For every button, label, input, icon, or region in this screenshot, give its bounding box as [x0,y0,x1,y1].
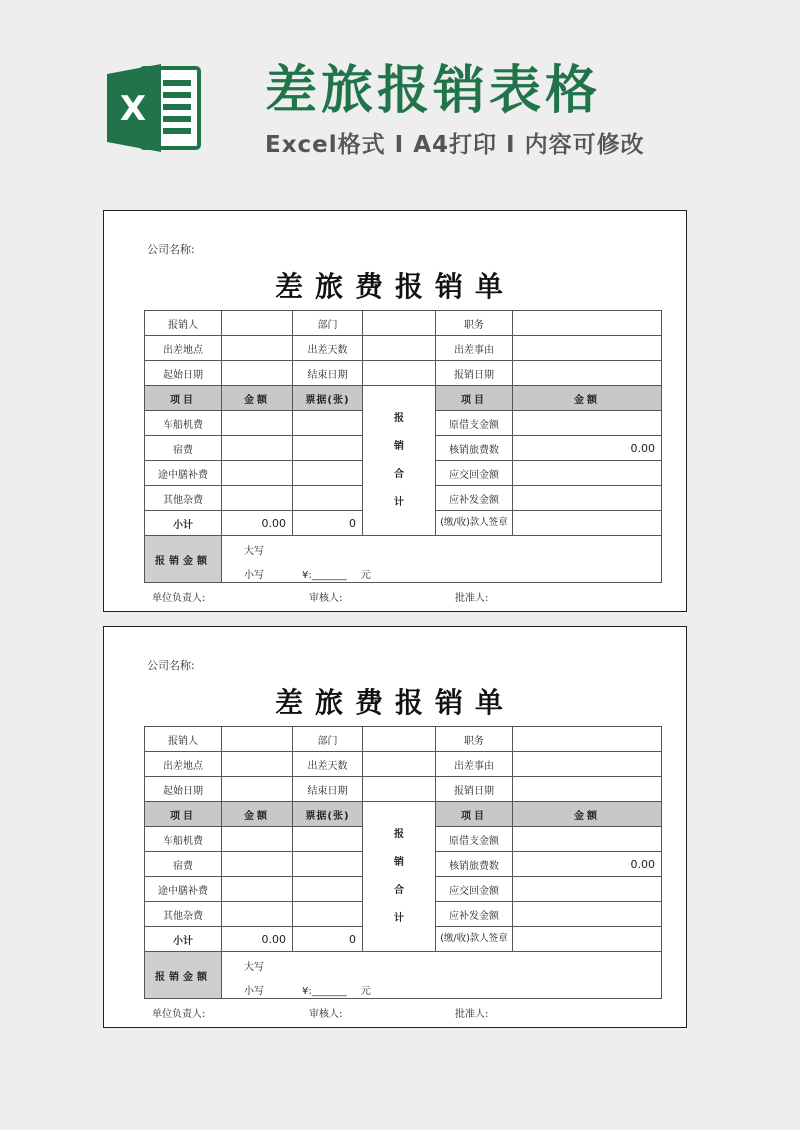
expense-amount-field[interactable] [222,436,293,461]
location-field[interactable] [222,336,293,361]
unit-head-signature: 单位负责人: [152,1009,206,1020]
subtotal-label: 小计 [145,511,222,536]
right-item-header: 项目 [436,386,513,411]
position-field[interactable] [513,727,662,752]
reason-label: 出差事由 [436,336,513,361]
verify-amount-value[interactable]: 0.00 [513,852,662,877]
applicant-field[interactable] [222,311,293,336]
subtotal-count: 0 [293,927,363,952]
position-label: 职务 [436,311,513,336]
expense-receipts-field[interactable] [293,902,363,927]
receipts-header: 票据(张) [293,386,363,411]
end-date-field[interactable] [363,777,436,802]
right-row-label: 原借支金额 [436,827,513,852]
department-field[interactable] [363,727,436,752]
applicant-field[interactable] [222,727,293,752]
reviewer-signature: 审核人: [309,593,343,604]
table-row [145,536,662,583]
expense-receipts-field[interactable] [293,411,363,436]
right-row-field[interactable] [513,486,662,511]
subtotal-amount: 0.00 [222,511,293,536]
expense-label: 宿费 [145,852,222,877]
location-label: 出差地点 [145,752,222,777]
table-row [145,952,662,999]
expense-receipts-field[interactable] [293,436,363,461]
subtotal-count: 0 [293,511,363,536]
right-row-label: 应交回金额 [436,461,513,486]
item-header: 项目 [145,802,222,827]
report-date-field[interactable] [513,361,662,386]
total-vertical-label: 报 销 合 计 [363,386,436,536]
expense-amount-field[interactable] [222,411,293,436]
form-title: 差旅费报销单 [274,686,515,719]
right-row-label: 核销旅费数 [436,852,513,877]
yen-amount-field[interactable]: ¥:_______ [302,570,347,581]
end-date-label: 结束日期 [293,777,363,802]
verify-amount-value[interactable]: 0.00 [513,436,662,461]
right-row-label: 核销旅费数 [436,436,513,461]
table-row [145,802,662,827]
amount-upper-label: 大写 [244,962,264,973]
expense-receipts-field[interactable] [293,461,363,486]
right-row-label: 应交回金额 [436,877,513,902]
report-date-field[interactable] [513,777,662,802]
expense-label: 宿费 [145,436,222,461]
logo-letter: X [119,89,147,129]
amount-lower-line: 小写 ¥:_______ 元 [244,570,371,581]
table-row [145,311,662,336]
location-label: 出差地点 [145,336,222,361]
amount-capital-cell[interactable] [222,536,662,583]
expense-receipts-field[interactable] [293,486,363,511]
subtotal-amount: 0.00 [222,927,293,952]
days-field[interactable] [363,336,436,361]
expense-amount-field[interactable] [222,461,293,486]
expense-label: 车船机费 [145,827,222,852]
approver-signature: 批准人: [455,1009,489,1020]
subtotal-label: 小计 [145,927,222,952]
applicant-label: 报销人 [145,311,222,336]
table-row [145,336,662,361]
right-amount-header: 金额 [513,386,662,411]
reviewer-signature: 审核人: [309,1009,343,1020]
table-row [145,752,662,777]
payee-signature-field[interactable] [513,511,662,536]
amount-capital-cell[interactable] [222,952,662,999]
start-date-label: 起始日期 [145,777,222,802]
expense-form-table [144,310,662,583]
expense-receipts-field[interactable] [293,852,363,877]
expense-label: 其他杂费 [145,902,222,927]
company-name-label: 公司名称: [147,243,195,256]
reason-label: 出差事由 [436,752,513,777]
amount-lower-line: 小写 ¥:_______ 元 [244,986,371,997]
right-row-field[interactable] [513,411,662,436]
right-row-field[interactable] [513,902,662,927]
expense-amount-field[interactable] [222,486,293,511]
item-header: 项目 [145,386,222,411]
right-row-label: 应补发金额 [436,486,513,511]
expense-amount-field[interactable] [222,877,293,902]
expense-form-sheet [103,210,687,612]
expense-form-table [144,726,662,999]
start-date-field[interactable] [222,777,293,802]
expense-receipts-field[interactable] [293,877,363,902]
department-label: 部门 [293,727,363,752]
reason-field[interactable] [513,336,662,361]
reimburse-amount-label: 报销金额 [145,536,222,583]
right-row-field[interactable] [513,877,662,902]
days-label: 出差天数 [293,336,363,361]
right-row-field[interactable] [513,827,662,852]
expense-label: 途中膳补费 [145,461,222,486]
amount-upper-label: 大写 [244,546,264,557]
page-header [0,0,800,200]
days-label: 出差天数 [293,752,363,777]
payee-signature-label: (缴/收)款人签章 [436,511,513,536]
amount-header: 金额 [222,802,293,827]
unit-head-signature: 单位负责人: [152,593,206,604]
company-name-label: 公司名称: [147,659,195,672]
expense-amount-field[interactable] [222,852,293,877]
report-date-label: 报销日期 [436,361,513,386]
table-row [145,386,662,411]
expense-amount-field[interactable] [222,902,293,927]
days-field[interactable] [363,752,436,777]
expense-label: 其他杂费 [145,486,222,511]
right-item-header: 项目 [436,802,513,827]
report-date-label: 报销日期 [436,777,513,802]
payee-signature-field[interactable] [513,927,662,952]
form-title: 差旅费报销单 [274,270,515,303]
expense-label: 车船机费 [145,411,222,436]
position-label: 职务 [436,727,513,752]
expense-amount-field[interactable] [222,827,293,852]
approver-signature: 批准人: [455,593,489,604]
excel-logo-icon [103,58,203,158]
yen-amount-field[interactable]: ¥:_______ [302,986,347,997]
reimburse-amount-label: 报销金额 [145,952,222,999]
end-date-field[interactable] [363,361,436,386]
end-date-label: 结束日期 [293,361,363,386]
page-title: 差旅报销表格 [265,61,602,121]
expense-label: 途中膳补费 [145,877,222,902]
right-row-label: 原借支金额 [436,411,513,436]
total-vertical-label: 报 销 合 计 [363,802,436,952]
amount-header: 金额 [222,386,293,411]
position-field[interactable] [513,311,662,336]
reason-field[interactable] [513,752,662,777]
start-date-field[interactable] [222,361,293,386]
receipts-header: 票据(张) [293,802,363,827]
department-label: 部门 [293,311,363,336]
department-field[interactable] [363,311,436,336]
table-row [145,361,662,386]
expense-receipts-field[interactable] [293,827,363,852]
right-row-field[interactable] [513,461,662,486]
page-subtitle: Excel格式 I A4打印 I 内容可修改 [265,132,645,158]
applicant-label: 报销人 [145,727,222,752]
right-row-label: 应补发金额 [436,902,513,927]
table-row [145,727,662,752]
right-amount-header: 金额 [513,802,662,827]
expense-form-sheet [103,626,687,1028]
table-row [145,777,662,802]
location-field[interactable] [222,752,293,777]
payee-signature-label: (缴/收)款人签章 [436,927,513,952]
start-date-label: 起始日期 [145,361,222,386]
